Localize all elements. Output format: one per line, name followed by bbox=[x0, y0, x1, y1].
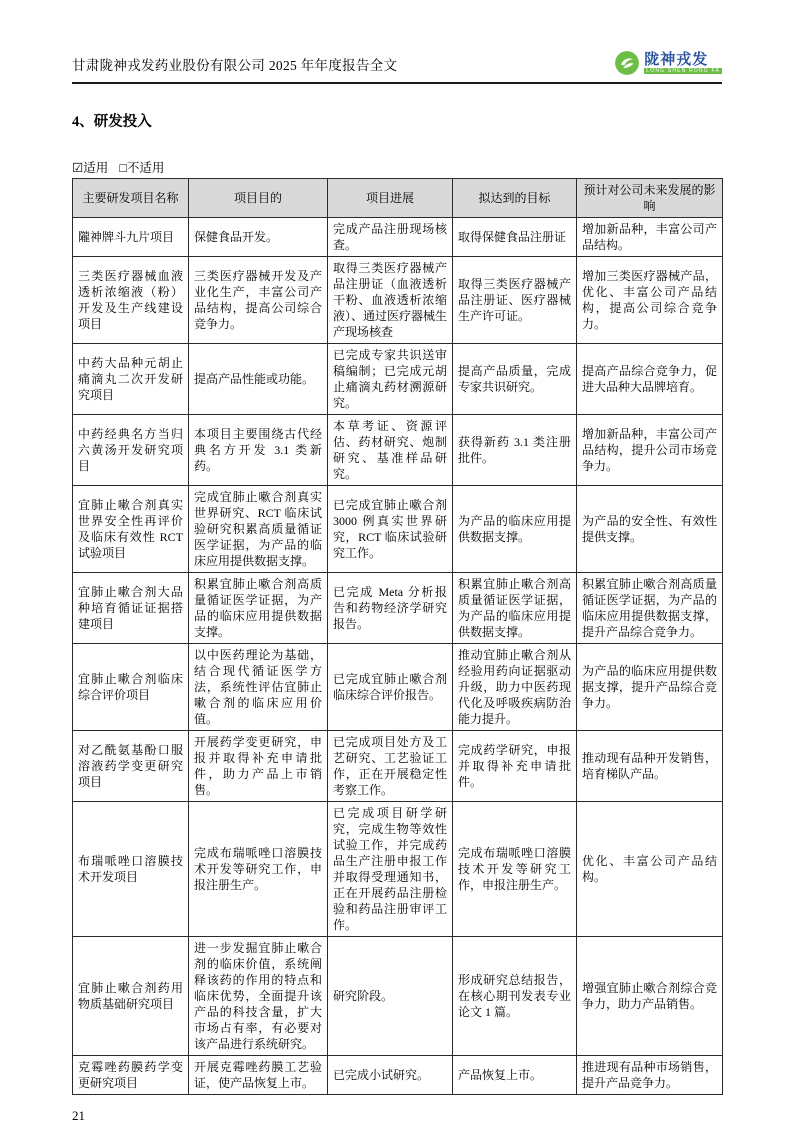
column-header: 拟达到的目标 bbox=[453, 179, 577, 218]
table-row bbox=[73, 257, 723, 344]
table-cell: 已完成小试研究。 bbox=[328, 1056, 453, 1095]
applicability-line bbox=[72, 158, 722, 176]
table-cell: 获得新药 3.1 类注册批件。 bbox=[453, 415, 577, 486]
table-cell: 宜肺止嗽合剂药用物质基础研究项目 bbox=[73, 937, 189, 1056]
column-header: 主要研发项目名称 bbox=[73, 179, 189, 218]
table-cell: 已完成项目研学研究，完成生物等效性试验工作，并完成药品生产注册申报工作并取得受理通知书，正在开展药品注册检验和药品注册审评工作。 bbox=[328, 802, 453, 937]
table-cell: 已完成 Meta 分析报告和药物经济学研究报告。 bbox=[328, 573, 453, 644]
logo-text bbox=[644, 52, 722, 74]
table-cell: 积累宜肺止嗽合剂高质量循证医学证据，为产品的临床应用提供数据支撑。 bbox=[453, 573, 577, 644]
table-cell: 推动宜肺止嗽合剂从经验用药向证据驱动升级，助力中医药现代化及呼吸疾病防治能力提升。 bbox=[453, 644, 577, 731]
table-row bbox=[73, 937, 723, 1056]
company-logo bbox=[614, 50, 722, 78]
table-cell: 已完成项目处方及工艺研究、工艺验证工作，正在开展稳定性考察工作。 bbox=[328, 731, 453, 802]
table-cell: 完成布瑞哌唑口溶膜技术开发等研究工作，申报注册生产。 bbox=[453, 802, 577, 937]
document-header bbox=[72, 50, 722, 78]
table-row bbox=[73, 344, 723, 415]
not-applicable-checkbox: □不适用 bbox=[119, 161, 165, 175]
logo-company-name: 陇神戎发 bbox=[644, 51, 709, 68]
table-cell: 取得三类医疗器械产品注册证、医疗器械生产许可证。 bbox=[453, 257, 577, 344]
table-cell: 取得保健食品注册证 bbox=[453, 218, 577, 257]
logo-icon bbox=[614, 50, 640, 76]
applicable-checkbox: ☑适用 bbox=[72, 161, 109, 175]
table-cell: 中药大品种元胡止痛滴丸二次开发研究项目 bbox=[73, 344, 189, 415]
table-cell: 提高产品质量，完成专家共识研究。 bbox=[453, 344, 577, 415]
logo-company-name-en: LONG SHEN RONG FA bbox=[646, 68, 720, 74]
table-row bbox=[73, 644, 723, 731]
table-cell: 积累宜肺止嗽合剂高质量循证医学证据，为产品的临床应用提供数据支撑。 bbox=[189, 573, 328, 644]
table-cell: 为产品的临床应用提供数据支撑，提升产品综合竞争力。 bbox=[577, 644, 723, 731]
table-cell: 开展克霉唑药膜工艺验证，使产品恢复上市。 bbox=[189, 1056, 328, 1095]
table-cell: 取得三类医疗器械产品注册证（血液透析干粉、血液透析浓缩液）、通过医疗器械生产现场核查 bbox=[328, 257, 453, 344]
section-title: 4、研发投入 bbox=[72, 114, 152, 130]
table-cell: 中药经典名方当归六黄汤开发研究项目 bbox=[73, 415, 189, 486]
table-cell: 完成宜肺止嗽合剂真实世界研究、RCT 临床试验研究积累高质量循证医学证据，为产品的临床应用提供数据支撑。 bbox=[189, 486, 328, 573]
table-cell: 三类医疗器械血液透析浓缩液（粉）开发及生产线建设项目 bbox=[73, 257, 189, 344]
table-cell: 产品恢复上市。 bbox=[453, 1056, 577, 1095]
table-cell: 完成药学研究，申报并取得补充申请批件。 bbox=[453, 731, 577, 802]
table-cell: 克霉唑药膜药学变更研究项目 bbox=[73, 1056, 189, 1095]
rd-projects-table bbox=[72, 178, 723, 1095]
table-row bbox=[73, 573, 723, 644]
table-cell: 宜肺止嗽合剂临床综合评价项目 bbox=[73, 644, 189, 731]
table-cell: 已完成专家共识送审稿编制；已完成元胡止痛滴丸药材溯源研究。 bbox=[328, 344, 453, 415]
table-cell: 增强宜肺止嗽合剂综合竞争力，助力产品销售。 bbox=[577, 937, 723, 1056]
table-row bbox=[73, 415, 723, 486]
table-cell: 完成布瑞哌唑口溶膜技术开发等研究工作，申报注册生产。 bbox=[189, 802, 328, 937]
table-cell: 完成产品注册现场核查。 bbox=[328, 218, 453, 257]
table-cell: 已完成宜肺止嗽合剂临床综合评价报告。 bbox=[328, 644, 453, 731]
table-cell: 三类医疗器械开发及产业化生产，丰富公司产品结构，提高公司综合竞争力。 bbox=[189, 257, 328, 344]
table-cell: 研究阶段。 bbox=[328, 937, 453, 1056]
table-cell: 隴神牌斗九片项目 bbox=[73, 218, 189, 257]
table-row bbox=[73, 1056, 723, 1095]
table-cell: 为产品的临床应用提供数据支撑。 bbox=[453, 486, 577, 573]
table-cell: 本草考证、资源评估、药材研究、炮制研究、基准样品研究。 bbox=[328, 415, 453, 486]
table-cell: 积累宜肺止嗽合剂高质量循证医学证据，为产品的临床应用提供数据支撑，提升产品综合竞争力。 bbox=[577, 573, 723, 644]
header-divider bbox=[72, 82, 722, 84]
table-row bbox=[73, 731, 723, 802]
table-cell: 提高产品综合竞争力，促进大品种大品牌培育。 bbox=[577, 344, 723, 415]
table-cell: 进一步发掘宜肺止嗽合剂的临床价值，系统阐释该药的作用的特点和临床优势，全面提升该产品的科技含量，扩大市场占有率，有必要对该产品进行系统研究。 bbox=[189, 937, 328, 1056]
table-cell: 形成研究总结报告，在核心期刊发表专业论文 1 篇。 bbox=[453, 937, 577, 1056]
table-cell: 保健食品开发。 bbox=[189, 218, 328, 257]
table-cell: 宜肺止嗽合剂大品种培育循证证据搭建项目 bbox=[73, 573, 189, 644]
table-cell: 增加新品种，丰富公司产品结构。 bbox=[577, 218, 723, 257]
column-header: 项目进展 bbox=[328, 179, 453, 218]
table-cell: 宜肺止嗽合剂真实世界安全性再评价及临床有效性 RCT 试验项目 bbox=[73, 486, 189, 573]
document-title: 甘肃陇神戎发药业股份有限公司 2025 年年度报告全文 bbox=[72, 58, 398, 73]
table-row bbox=[73, 486, 723, 573]
table-cell: 开展药学变更研究，申报并取得补充申请批件，助力产品上市销售。 bbox=[189, 731, 328, 802]
table-cell: 已完成宜肺止嗽合剂 3000 例真实世界研究，RCT 临床试验研究工作。 bbox=[328, 486, 453, 573]
table-cell: 增加三类医疗器械产品，优化、丰富公司产品结构，提高公司综合竞争力。 bbox=[577, 257, 723, 344]
table-cell: 对乙酰氨基酚口服溶液药学变更研究项目 bbox=[73, 731, 189, 802]
table-cell: 布瑞哌唑口溶膜技术开发项目 bbox=[73, 802, 189, 937]
page-number: 21 bbox=[72, 1108, 85, 1122]
table-cell: 本项目主要围绕古代经典名方开发 3.1 类新药。 bbox=[189, 415, 328, 486]
column-header: 项目目的 bbox=[189, 179, 328, 218]
table-cell: 为产品的安全性、有效性提供支撑。 bbox=[577, 486, 723, 573]
table-cell: 增加新品种，丰富公司产品结构，提升公司市场竞争力。 bbox=[577, 415, 723, 486]
table-row bbox=[73, 802, 723, 937]
table-cell: 以中医药理论为基础，结合现代循证医学方法，系统性评估宜肺止嗽合剂的临床应用价值。 bbox=[189, 644, 328, 731]
table-cell: 推进现有品种市场销售，提升产品竞争力。 bbox=[577, 1056, 723, 1095]
table-header-row bbox=[73, 179, 723, 218]
column-header: 预计对公司未来发展的影响 bbox=[577, 179, 723, 218]
table-cell: 提高产品性能或功能。 bbox=[189, 344, 328, 415]
table-cell: 优化、丰富公司产品结构。 bbox=[577, 802, 723, 937]
table-body bbox=[73, 218, 723, 1095]
table-row bbox=[73, 218, 723, 257]
table-cell: 推动现有品种开发销售，培育梯队产品。 bbox=[577, 731, 723, 802]
